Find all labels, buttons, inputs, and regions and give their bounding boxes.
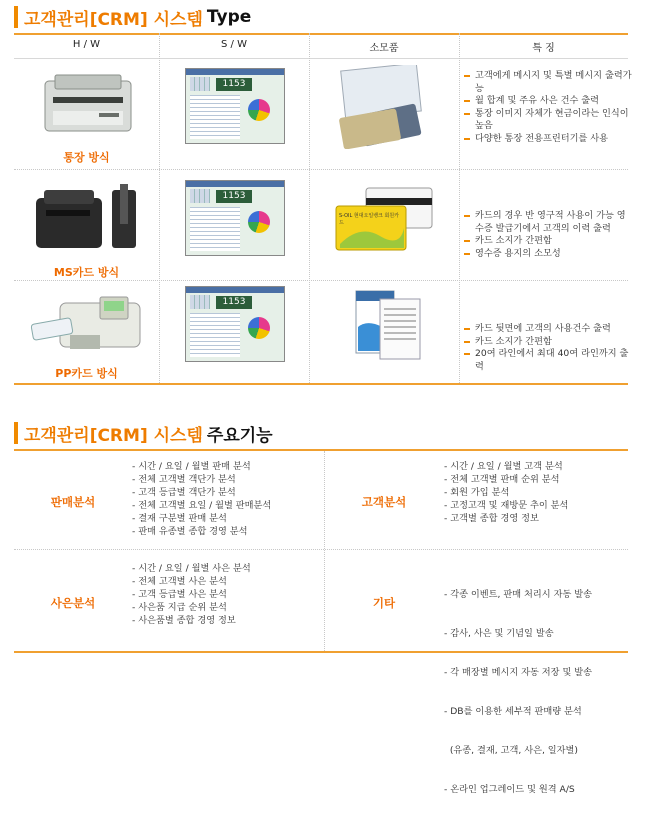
list-item: - 고객 등급별 객단가 분석 (132, 487, 236, 498)
header-features: 특 징 (532, 43, 555, 54)
list-item: - 각종 이벤트, 판매 처리시 자동 발송 (444, 589, 593, 600)
features-pp-card (464, 323, 634, 373)
category-etc: 기타 (372, 596, 396, 610)
list-item: - 시간 / 요일 / 월별 판매 분석 (132, 461, 251, 472)
feature-item: 월 합계 및 주유 사은 건수 출력 (464, 95, 634, 108)
function-title-suffix: 주요기능 (206, 425, 273, 446)
type-row-passbook (14, 57, 632, 170)
hw-label-passbook: 통장 방식 (63, 151, 110, 164)
passbook-printer-image (39, 71, 137, 139)
list-item: - 전체 고객별 객단가 분석 (132, 474, 236, 485)
feature-item: 고객에게 메시지 및 특별 메시지 출력가능 (464, 70, 634, 95)
list-item: - 고객 등급별 사은 분석 (132, 589, 227, 600)
list-item: - 전체 고객별 요일 / 월별 판매분석 (132, 500, 272, 511)
list-item: - 판매 유종별 종합 경영 분석 (132, 526, 248, 537)
feature-item: 영수증 용지의 소모성 (464, 248, 634, 261)
pie-chart-icon (248, 211, 270, 233)
sales-analysis-list (132, 460, 271, 538)
feature-item: 통장 이미지 자체가 현금이라는 인식이 높음 (464, 108, 634, 133)
pp-card-reader-image (30, 287, 148, 357)
category-customer-analysis: 고객분석 (361, 495, 407, 509)
screen-number-3: 1153 (216, 296, 252, 309)
type-row-pp-card (14, 281, 628, 384)
list-item: - 각 매장별 메시지 자동 저장 및 발송 (444, 667, 593, 678)
ms-card-text: S-OIL 현대오일뱅크 회원카드 (339, 213, 399, 226)
type-section-title (14, 5, 251, 29)
screen-number-2: 1153 (216, 190, 252, 203)
type-row-ms-card (14, 170, 628, 281)
function-section-title (14, 421, 273, 445)
list-item: - 고객별 종합 경영 정보 (444, 513, 539, 524)
list-item: - DB를 이용한 세부적 판매량 분석 (444, 706, 582, 717)
sw-screenshot-1 (185, 68, 285, 144)
list-item: - 결재 구분별 판매 분석 (132, 513, 227, 524)
features-passbook (464, 70, 634, 145)
feature-item: 다양한 통장 전용프린터기를 사용 (464, 133, 634, 146)
function-table (14, 449, 628, 795)
feature-item: 카드 소지가 간편함 (464, 235, 634, 248)
gift-analysis-list (132, 562, 251, 627)
hw-label-ms-card: MS카드 방식 (53, 266, 120, 279)
category-gift-analysis: 사은분석 (50, 596, 96, 610)
feature-item: 카드의 경우 반 영구적 사용이 가능 영수증 발급기에서 고객의 이력 출력 (464, 210, 634, 235)
list-item: - 사은품 지급 순위 분석 (132, 602, 227, 613)
header-sw: S / W (221, 39, 247, 50)
passbook-cards-image (335, 65, 435, 149)
hw-label-pp-card: PP카드 방식 (55, 367, 118, 380)
list-item: - 회원 가입 분석 (444, 487, 510, 498)
feature-item: 카드 소지가 간편함 (464, 336, 634, 349)
screen-number-1: 1153 (216, 78, 252, 91)
header-consumables: 소모품 (369, 43, 399, 54)
list-item: - 사은품별 종합 경영 정보 (132, 615, 236, 626)
header-hw: H / W (72, 39, 101, 50)
type-title-en: Type (206, 7, 252, 27)
ms-card-printer-image (32, 180, 142, 254)
pie-chart-icon (248, 317, 270, 339)
customer-analysis-list (444, 460, 568, 525)
type-table (14, 33, 632, 385)
list-item: - 시간 / 요일 / 월별 사은 분석 (132, 563, 251, 574)
list-item: - 시간 / 요일 / 월별 고객 분석 (444, 461, 563, 472)
list-item: - 전체 고객별 사은 분석 (132, 576, 227, 587)
pie-chart-icon (248, 99, 270, 121)
sw-screenshot-3 (185, 286, 285, 362)
features-ms-card (464, 210, 634, 260)
pp-card-image (350, 287, 426, 363)
list-item: - 고정고객 및 재방문 추이 분석 (444, 500, 569, 511)
list-item: - 감사, 사은 및 기념일 발송 (444, 628, 554, 639)
type-table-header (14, 33, 628, 59)
type-title-kr: 고객관리[CRM] 시스템 (24, 9, 203, 30)
etc-list (444, 562, 592, 822)
function-title-kr: 고객관리[CRM] 시스템 (24, 425, 203, 446)
list-item: - 전체 고객별 판매 순위 분석 (444, 474, 560, 485)
list-item: - 온라인 업그레이드 및 원격 A/S (444, 784, 575, 795)
category-sales-analysis: 판매분석 (50, 495, 96, 509)
list-item: (유종, 결재, 고객, 사은, 일자별) (444, 745, 578, 756)
feature-item: 20여 라인에서 최대 40여 라인까지 출력 (464, 348, 634, 373)
sw-screenshot-2 (185, 180, 285, 256)
feature-item: 카드 뒷면에 고객의 사용건수 출력 (464, 323, 634, 336)
